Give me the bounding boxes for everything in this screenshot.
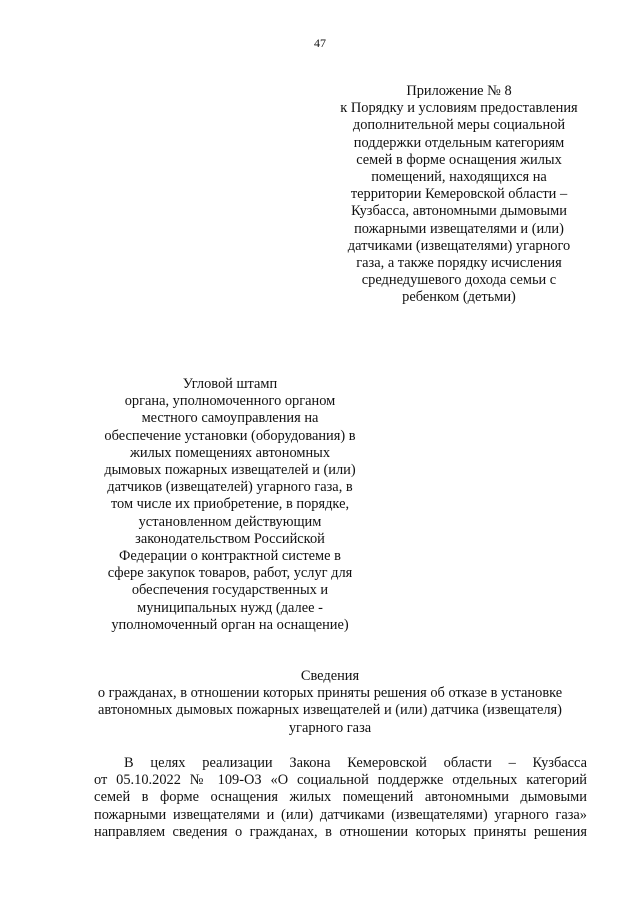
appendix-line: к Порядку и условиям предоставления (340, 100, 578, 117)
stamp-line: органа, уполномоченного органом (124, 393, 336, 410)
stamp-line: установленном действующим (138, 513, 322, 530)
heading-subtitle-line: автономных дымовых пожарных извещателей и (или) датчика (извещателя) (98, 702, 562, 719)
stamp-line: местного самоуправления на (141, 410, 319, 427)
appendix-line: газа, а также порядку исчисления (356, 255, 562, 272)
paragraph-line: пожарными извещателями и (или) датчиками (извещателями) угарного газа» (94, 806, 587, 823)
appendix-line: датчиками (извещателями) угарного (347, 237, 571, 254)
appendix-header (326, 83, 592, 307)
appendix-line: дополнительной меры социальной (352, 117, 566, 134)
stamp-line: законодательством Российской (135, 530, 325, 547)
stamp-line: жилых помещениях автономных (129, 444, 331, 461)
paragraph-line: от 05.10.2022 № 109-ОЗ «О социальной поддержке отдельных категорий (94, 772, 587, 789)
stamp-title: Угловой штамп (182, 376, 278, 392)
paragraph-line: семей в форме оснащения жилых помещений автономными дымовыми (94, 789, 587, 806)
appendix-line: пожарными извещателями и (или) (354, 220, 564, 237)
heading-subtitle-line: угарного газа (288, 719, 372, 736)
stamp-line: дымовых пожарных извещателей и (или) (104, 462, 356, 479)
stamp-line: сфере закупок товаров, работ, услуг для (107, 565, 353, 582)
stamp-line: том числе их приобретение, в порядке, (110, 496, 350, 513)
page-number: 47 (314, 36, 326, 50)
stamp-line: Федерации о контрактной системе в (119, 548, 341, 565)
appendix-line: семей в форме оснащения жилых (356, 151, 562, 168)
appendix-line: поддержки отдельным категориям (353, 134, 565, 151)
stamp-line: уполномоченный орган на оснащение) (111, 616, 349, 633)
document-heading (60, 668, 600, 737)
stamp-line: датчиков (извещателей) угарного газа, в (107, 479, 353, 496)
body-paragraph (94, 755, 587, 841)
appendix-line: среднедушевого дохода семьи с (361, 272, 557, 289)
stamp-line: обеспечение установки (оборудования) в (104, 427, 356, 444)
paragraph-line: В целях реализации Закона Кемеровской области – Кузбасса (124, 755, 587, 771)
appendix-line: территории Кемеровской области – (350, 186, 568, 203)
appendix-line: ребенком (детьми) (402, 289, 516, 306)
heading-subtitle-line: о гражданах, в отношении которых приняты решения об отказе в установке (97, 685, 563, 702)
heading-title: Сведения (300, 668, 360, 684)
corner-stamp-block (80, 376, 380, 634)
stamp-line: муниципальных нужд (далее - (137, 599, 323, 616)
stamp-line: обеспечения государственных и (131, 582, 329, 599)
paragraph-line: направляем сведения о гражданах, в отношении которых приняты решения (94, 823, 587, 840)
appendix-line: помещений, находящихся на (371, 169, 547, 186)
appendix-title: Приложение № 8 (406, 83, 512, 99)
appendix-line: Кузбасса, автономными дымовыми (351, 203, 567, 220)
